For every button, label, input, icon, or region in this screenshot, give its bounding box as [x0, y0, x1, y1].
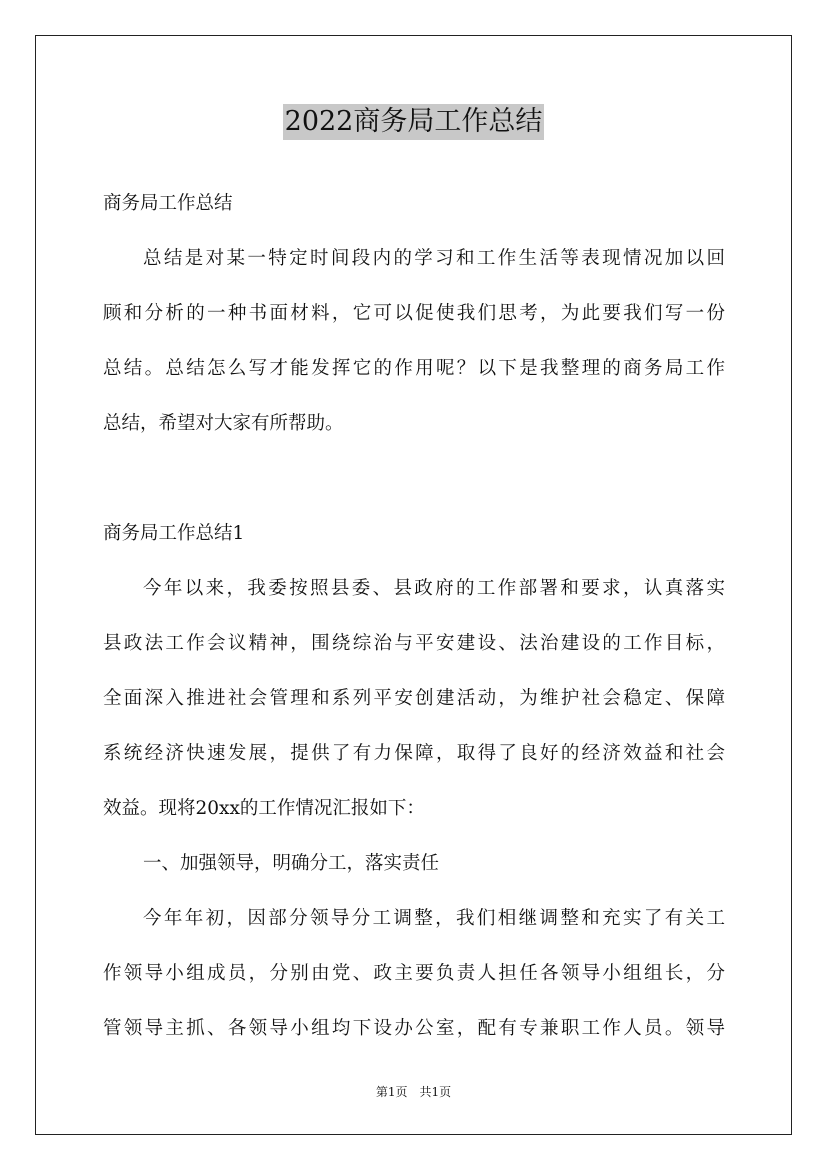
subheading: 一、加强领导，明确分工，落实责任	[143, 853, 440, 874]
subtitle: 商务局工作总结	[103, 193, 233, 214]
page-number-current: 第1页	[375, 1085, 408, 1099]
section-line-5: 效益。现将20xx的工作情况汇报如下：	[103, 798, 425, 819]
section-heading: 商务局工作总结1	[103, 523, 245, 544]
section-line-3: 全面深入推进社会管理和系列平安创建活动，为维护社会稳定、保障	[103, 688, 725, 709]
section-line-1: 今年以来，我委按照县委、县政府的工作部署和要求，认真落实	[143, 578, 725, 599]
intro-line-2: 顾和分析的一种书面材料，它可以促使我们思考，为此要我们写一份	[103, 303, 725, 324]
intro-line-3: 总结。总结怎么写才能发挥它的作用呢？以下是我整理的商务局工作	[103, 358, 725, 379]
sub-line-2: 作领导小组成员，分别由党、政主要负责人担任各领导小组组长，分	[103, 963, 725, 984]
title-container	[0, 104, 827, 140]
sub-line-3: 管领导主抓、各领导小组均下设办公室，配有专兼职工作人员。领导	[103, 1018, 725, 1039]
page-footer	[0, 1084, 827, 1100]
section-line-2: 县政法工作会议精神，围绕综治与平安建设、法治建设的工作目标，	[103, 633, 725, 654]
page-number-total: 共1页	[419, 1085, 452, 1099]
document-body	[103, 176, 725, 1056]
sub-line-1: 今年年初，因部分领导分工调整，我们相继调整和充实了有关工	[143, 908, 725, 929]
spacer	[103, 451, 725, 506]
section-line-4: 系统经济快速发展，提供了有力保障，取得了良好的经济效益和社会	[103, 743, 725, 764]
document-title: 2022商务局工作总结	[283, 104, 545, 140]
intro-line-4: 总结，希望对大家有所帮助。	[103, 413, 344, 434]
intro-line-1: 总结是对某一特定时间段内的学习和工作生活等表现情况加以回	[143, 248, 725, 269]
